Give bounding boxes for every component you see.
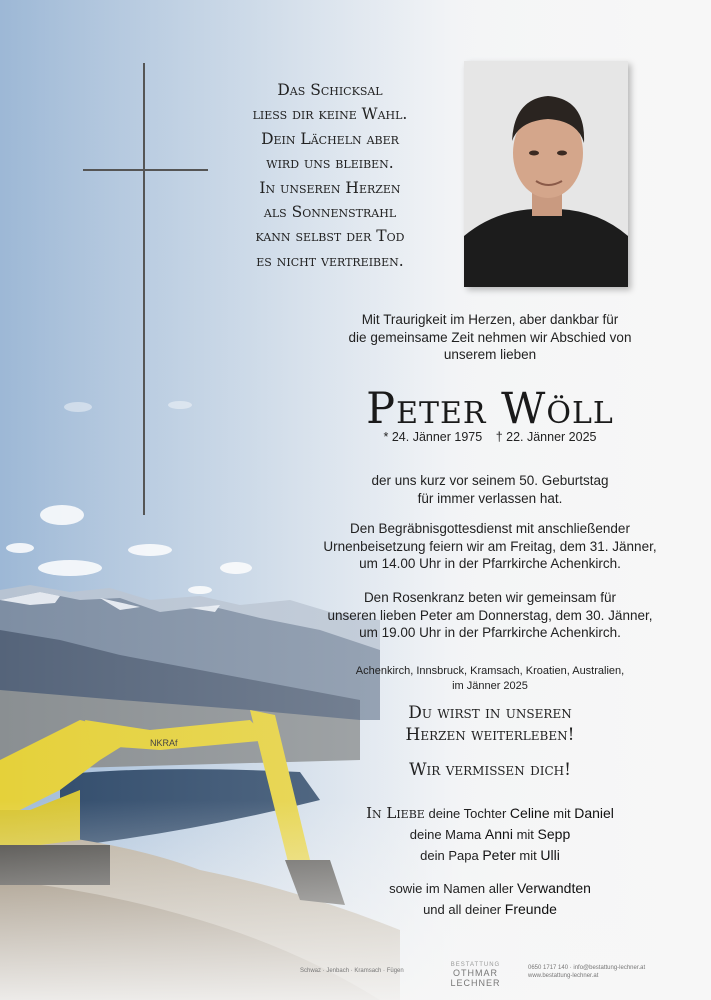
relative-name: Peter bbox=[482, 847, 516, 863]
relation: deine Tochter bbox=[428, 806, 507, 821]
death-date: † 22. Jänner 2025 bbox=[495, 430, 597, 444]
text-line: Den Rosenkranz beten wir gemeinsam für bbox=[363, 590, 617, 605]
relation: dein Papa bbox=[420, 848, 479, 863]
intro-text bbox=[270, 311, 710, 364]
portrait-photo bbox=[464, 61, 628, 287]
relative-name: Freunde bbox=[504, 901, 557, 917]
rosary-text bbox=[270, 589, 710, 642]
intro-line: die gemeinsame Zeit nehmen wir Abschied von bbox=[348, 329, 632, 345]
family-line bbox=[270, 899, 710, 920]
text-line: um 14.00 Uhr in der Pfarrkirche Achenkirch. bbox=[359, 556, 621, 571]
text-line: im Jänner 2025 bbox=[452, 680, 528, 692]
family-line bbox=[270, 803, 710, 824]
funeral-service-text bbox=[270, 520, 710, 573]
passing-text bbox=[270, 472, 710, 507]
poem-line: ließ dir keine Wahl. bbox=[252, 105, 408, 124]
footer-phone: 0650 1717 140 · info@bestattung-lechner.at bbox=[528, 965, 646, 971]
poem-line: wird uns bleiben. bbox=[266, 154, 394, 173]
poem-line: als Sonnenstrahl bbox=[263, 203, 397, 222]
connector: mit bbox=[553, 806, 571, 821]
deceased-name: Peter Wöll bbox=[366, 384, 614, 434]
birth-date: * 24. Jänner 1975 bbox=[383, 430, 483, 444]
footer-locations: Schwaz · Jenbach · Kramsach · Fügen bbox=[300, 968, 404, 974]
text-line: unseren lieben Peter am Donnerstag, dem 30. Jänner, bbox=[327, 607, 653, 623]
family-line bbox=[270, 845, 710, 866]
poem bbox=[230, 78, 430, 273]
family-line bbox=[270, 824, 710, 845]
poem-line: kann selbst der Tod bbox=[255, 227, 405, 246]
connector: mit bbox=[519, 848, 537, 863]
poem-line: Das Schicksal bbox=[277, 81, 383, 99]
places-date bbox=[270, 664, 710, 694]
text-line: um 19.00 Uhr in der Pfarrkirche Achenkirch. bbox=[359, 625, 621, 640]
text-line: für immer verlassen hat. bbox=[417, 490, 563, 506]
family-list bbox=[270, 803, 710, 920]
relation: sowie im Namen aller bbox=[389, 881, 514, 896]
relative-name: Verwandten bbox=[516, 880, 591, 896]
footer-web: www.bestattung-lechner.at bbox=[528, 973, 599, 979]
poem-line: es nicht vertreiben. bbox=[256, 251, 404, 270]
relative-name: Anni bbox=[484, 826, 513, 842]
family-line bbox=[270, 878, 710, 899]
cross-horizontal bbox=[83, 169, 208, 171]
relative-name: Celine bbox=[509, 805, 550, 821]
intro-line: unserem lieben bbox=[443, 347, 537, 362]
miss-phrase: Wir vermissen dich! bbox=[409, 760, 571, 780]
relation: und all deiner bbox=[423, 902, 502, 917]
poem-line: Dein Lächeln aber bbox=[261, 129, 399, 148]
text-line: Den Begräbnisgottesdienst mit anschließender bbox=[350, 521, 630, 536]
in-liebe: In Liebe bbox=[366, 804, 425, 822]
text-line: der uns kurz vor seinem 50. Geburtstag bbox=[371, 473, 609, 488]
text-line: Du wirst in unseren bbox=[408, 703, 572, 723]
poem-line: In unseren Herzen bbox=[259, 178, 401, 197]
footer-contact bbox=[528, 964, 645, 980]
connector: mit bbox=[516, 827, 534, 842]
life-dates bbox=[270, 430, 710, 444]
intro-line: Mit Traurigkeit im Herzen, aber dankbar für bbox=[361, 312, 619, 327]
funeral-home-logo bbox=[428, 962, 523, 988]
logo-top: BESTATTUNG bbox=[450, 962, 501, 968]
closing-phrase bbox=[270, 702, 710, 746]
text-line: Urnenbeisetzung feiern wir am Freitag, dem 31. Jänner, bbox=[323, 538, 657, 554]
cross-vertical bbox=[143, 63, 145, 515]
relation: deine Mama bbox=[409, 827, 482, 842]
relative-name: Daniel bbox=[574, 805, 614, 821]
logo-name: OTHMAR LECHNER bbox=[450, 968, 501, 988]
relative-name: Sepp bbox=[537, 826, 571, 842]
relative-name: Ulli bbox=[540, 847, 560, 863]
text-line: Achenkirch, Innsbruck, Kramsach, Kroatien, Australien, bbox=[355, 665, 625, 677]
text-line: Herzen weiterleben! bbox=[405, 725, 575, 745]
